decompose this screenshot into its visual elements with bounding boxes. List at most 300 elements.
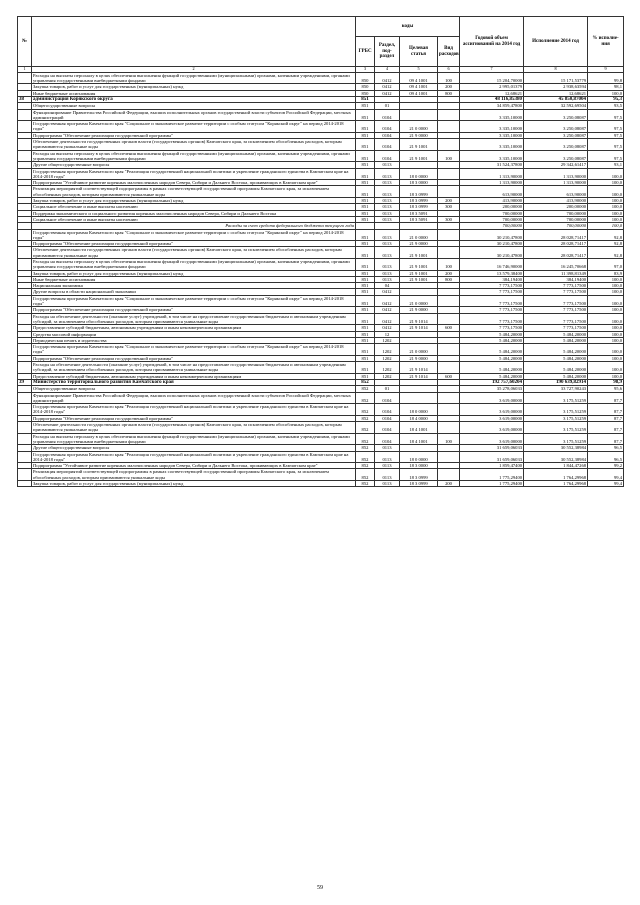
row-razdel: 0113 [375, 276, 400, 282]
row-description: Другие общегосударственные вопросы [32, 162, 356, 168]
row-percent: 87,7 [588, 392, 624, 404]
table-row [18, 404, 624, 416]
row-description: Национальная экономика [32, 283, 356, 289]
row-annual-amount: 7 773,17500 [460, 289, 524, 295]
col-exec-header: Исполнение 2014 год [524, 17, 588, 67]
row-target-article: 21 9 1001 [400, 247, 438, 259]
row-expense-type [438, 344, 460, 356]
row-percent: 99,4 [588, 480, 624, 486]
row-grbs: 850 [356, 84, 375, 90]
row-execution-amount: 30 552,38984 [524, 451, 588, 463]
row-razdel: 0113 [375, 445, 400, 451]
row-target-article: 18 3 5091 [400, 210, 438, 216]
row-annual-amount: 30 210,47800 [460, 229, 524, 241]
row-description: Общегосударственные вопросы [32, 386, 356, 392]
row-number [18, 72, 32, 84]
row-execution-amount: 1 764,29968 [524, 480, 588, 486]
row-expense-type [438, 247, 460, 259]
row-grbs: 851 [356, 373, 375, 379]
row-grbs: 851 [356, 331, 375, 337]
row-target-article: 21 9 0000 [400, 307, 438, 313]
row-expense-type: 200 [438, 270, 460, 276]
row-execution-amount: 5 484,20000 [524, 373, 588, 379]
row-execution-amount: 33 727,90243 [524, 386, 588, 392]
table-row [18, 121, 624, 133]
row-execution-amount: 11 398,81349 [524, 270, 588, 276]
row-percent: 100,0 [588, 313, 624, 325]
row-description: Подпрограмма "Обеспечение реализации государственной программы" [32, 415, 356, 421]
row-razdel: 0113 [375, 241, 400, 247]
row-razdel: 01 [375, 386, 400, 392]
row-expense-type [438, 313, 460, 325]
row-percent: 97,5 [588, 121, 624, 133]
row-grbs: 852 [356, 415, 375, 421]
row-razdel: 0104 [375, 404, 400, 416]
row-target-article: 09 4 1001 [400, 90, 438, 96]
row-description: Расходы на выплаты персоналу в целях обеспечения выполнения функций государственными (муниципальными) органами, казенными учреждениями, органами управления государственными внебюджетными фондами [32, 150, 356, 162]
row-grbs: 852 [356, 463, 375, 469]
row-number [18, 451, 32, 463]
row-razdel: 0104 [375, 150, 400, 162]
row-target-article: 18 3 0999 [400, 204, 438, 210]
row-target-article [400, 109, 438, 121]
row-description: Предоставление субсидий бюджетным, автономным учреждениям и иным некоммерческим организациям [32, 373, 356, 379]
row-grbs: 851 [356, 270, 375, 276]
row-description: Подпрограмма "Устойчивое развитие коренных малочисленных народов Севера, Сибири и Дальнего Востока, проживающих в Камчатском крае" [32, 180, 356, 186]
row-description: Расходы на выплаты персоналу в целях обеспечения выполнения функций государственными (муниципальными) органами, казенными учреждениями, органами управления государственными внебюджетными фондами [32, 72, 356, 84]
row-execution-amount: 29 342,61417 [524, 162, 588, 168]
row-expense-type [438, 109, 460, 121]
table-row [18, 362, 624, 374]
row-expense-type [438, 451, 460, 463]
row-razdel: 0113 [375, 180, 400, 186]
row-expense-type: 100 [438, 150, 460, 162]
row-percent: 100,0 [588, 216, 624, 222]
row-execution-amount: 7 773,17500 [524, 313, 588, 325]
row-number [18, 313, 32, 325]
col-codes-header: коды [356, 17, 460, 37]
index-cell: 5 [400, 67, 438, 73]
row-target-article: 18 0 0000 [400, 451, 438, 463]
row-grbs: 852 [356, 433, 375, 445]
row-number [18, 392, 32, 404]
row-razdel: 0104 [375, 433, 400, 445]
row-description: Расходы за счет средств федерального бюджета текущего года [32, 223, 356, 229]
row-target-article: 18 3 0999 [400, 469, 438, 481]
row-number [18, 295, 32, 307]
index-cell: 8 [524, 67, 588, 73]
row-target-article: 21 0 0000 [400, 229, 438, 241]
row-grbs: 852 [356, 480, 375, 486]
row-number [18, 480, 32, 486]
row-annual-amount: 384,19400 [460, 276, 524, 282]
row-grbs: 851 [356, 162, 375, 168]
row-number [18, 433, 32, 445]
row-percent: 95,3 [588, 96, 624, 102]
row-expense-type [438, 295, 460, 307]
row-grbs: 851 [356, 186, 375, 198]
row-execution-amount: 700,00000 [524, 223, 588, 229]
row-grbs: 851 [356, 150, 375, 162]
row-target-article: 18 3 0999 [400, 198, 438, 204]
row-execution-amount: 3 175,51259 [524, 392, 588, 404]
row-grbs: 852 [356, 386, 375, 392]
row-target-article: 21 0 0000 [400, 344, 438, 356]
row-grbs: 852 [356, 392, 375, 404]
row-grbs: 851 [356, 103, 375, 109]
row-razdel: 01 [375, 103, 400, 109]
row-annual-amount: 613,90000 [460, 186, 524, 198]
row-description: Реализация мероприятий соответствующей подпрограммы в рамках соответствующей государственной программы Камчатского края, за исключением обособленных расходов, которым присваиваются уникальные коды [32, 186, 356, 198]
row-annual-amount: 30 210,47800 [460, 241, 524, 247]
row-target-article: 21 9 1014 [400, 313, 438, 325]
row-expense-type: 100 [438, 433, 460, 445]
row-target-article: 21 9 1014 [400, 373, 438, 379]
row-grbs: 852 [356, 445, 375, 451]
row-description: Расходы на выплаты персоналу в целях обеспечения выполнения функций государственными (муниципальными) органами, казенными учреждениями, органами управления государственными внебюджетными фондами [32, 433, 356, 445]
row-description: Средства массовой информации [32, 331, 356, 337]
table-row [18, 229, 624, 241]
row-annual-amount: 5 484,20000 [460, 331, 524, 337]
row-execution-amount: 7 773,17500 [524, 295, 588, 307]
row-percent: 97,0 [588, 259, 624, 271]
row-grbs: 851 [356, 247, 375, 259]
row-grbs: 851 [356, 276, 375, 282]
row-execution-amount: 5 484,20000 [524, 331, 588, 337]
row-number [18, 404, 32, 416]
row-target-article: 18 4 0000 [400, 415, 438, 421]
row-number [18, 469, 32, 481]
row-percent: 100,0 [588, 344, 624, 356]
row-execution-amount: 5 484,20000 [524, 362, 588, 374]
row-execution-amount: 700,00000 [524, 210, 588, 216]
row-razdel: 1202 [375, 344, 400, 356]
row-grbs: 851 [356, 355, 375, 361]
row-number [18, 186, 32, 198]
row-number [18, 150, 32, 162]
row-percent: 100,0 [588, 373, 624, 379]
row-grbs: 851 [356, 241, 375, 247]
row-execution-amount: 1 313,90000 [524, 168, 588, 180]
row-annual-amount: 700,00000 [460, 210, 524, 216]
row-annual-amount: 5 484,20000 [460, 344, 524, 356]
col-annual-header: Годовой объем ассигнований на 2014 год [460, 17, 524, 67]
row-percent: 100,0 [588, 204, 624, 210]
row-number [18, 229, 32, 241]
row-annual-amount: 7 773,17500 [460, 307, 524, 313]
row-target-article: 18 4 1001 [400, 433, 438, 445]
row-target-article: 09 4 1001 [400, 72, 438, 84]
row-razdel: 0412 [375, 313, 400, 325]
row-execution-amount: 12,68621 [524, 90, 588, 96]
row-annual-amount: 15 204,70000 [460, 72, 524, 84]
row-razdel: 0113 [375, 463, 400, 469]
row-annual-amount: 7 773,17500 [460, 325, 524, 331]
row-annual-amount: 31 659,06033 [460, 445, 524, 451]
row-percent: 100,0 [588, 223, 624, 229]
row-grbs: 851 [356, 362, 375, 374]
row-description: Государственная программа Камчатского края "Реализация государственной национальной политики и укрепление гражданского единства в Камчатском крае на 2014-2018 годы" [32, 451, 356, 463]
index-cell: 1 [18, 67, 32, 73]
table-row [18, 422, 624, 434]
row-annual-amount: 31 659,06033 [460, 451, 524, 463]
row-annual-amount: 3 619,00000 [460, 404, 524, 416]
row-grbs: 851 [356, 295, 375, 307]
row-target-article: 18 0 0000 [400, 168, 438, 180]
row-expense-type: 200 [438, 480, 460, 486]
index-cell: 9 [588, 67, 624, 73]
row-annual-amount: 7 773,17500 [460, 313, 524, 325]
row-razdel: 0104 [375, 392, 400, 404]
row-description: Поддержка экономического и социального развития коренных малочисленных народов Севера, Сибири и Дальнего Востока [32, 210, 356, 216]
row-target-article: 09 4 1001 [400, 84, 438, 90]
row-percent: 97,5 [588, 132, 624, 138]
row-grbs: 851 [356, 132, 375, 138]
row-razdel: 0113 [375, 162, 400, 168]
row-execution-amount: 15 171,53779 [524, 72, 588, 84]
row-percent: 96,5 [588, 445, 624, 451]
table-body [18, 72, 624, 486]
budget-table-sheet [17, 16, 623, 487]
table-row [18, 344, 624, 356]
row-target-article: 21 9 1001 [400, 150, 438, 162]
table-row [18, 392, 624, 404]
row-expense-type: 200 [438, 84, 460, 90]
row-grbs: 851 [356, 344, 375, 356]
table-header [18, 17, 624, 73]
row-grbs: 851 [356, 168, 375, 180]
row-number [18, 168, 32, 180]
row-number [18, 422, 32, 434]
row-execution-amount: 413,90000 [524, 198, 588, 204]
col-num-header: № [18, 17, 32, 67]
row-description: Расходы на обеспечение деятельности (оказание услуг) учреждений, в том числе на предоставление государственным бюджетным и автономным учреждениям субсидий, за исключением обособленных расходов, которым присваиваются уникальные коды [32, 362, 356, 374]
row-percent: 100,0 [588, 180, 624, 186]
row-execution-amount: 384,19400 [524, 276, 588, 282]
row-execution-amount: 1 764,29968 [524, 469, 588, 481]
row-execution-amount: 3 250,08087 [524, 132, 588, 138]
row-execution-amount: 190 639,82914 [524, 379, 588, 385]
row-target-article: 21 9 1014 [400, 325, 438, 331]
row-description: Обеспечение деятельности государственных органов власти (государственных органов) Камчатского края, за исключением обособленных расходов, которым присваиваются уникальные коды [32, 422, 356, 434]
row-percent: 95,6 [588, 386, 624, 392]
table-row [18, 295, 624, 307]
row-description: Закупка товаров, работ и услуг для государственных (муниципальных) нужд [32, 270, 356, 276]
row-percent: 100,0 [588, 198, 624, 204]
row-annual-amount: 3 619,00000 [460, 392, 524, 404]
row-percent: 97,5 [588, 139, 624, 151]
row-percent: 100,0 [588, 210, 624, 216]
row-number [18, 139, 32, 151]
index-cell: 6 [438, 67, 460, 73]
row-annual-amount: 192 757,60204 [460, 379, 524, 385]
row-razdel: 0412 [375, 289, 400, 295]
row-description: Государственная программа Камчатского края "Социальное и экономическое развитие территории с особым статусом "Корякский округ" на период 2014-2018 годы" [32, 229, 356, 241]
row-number: 38 [18, 96, 32, 102]
row-expense-type: 300 [438, 204, 460, 210]
row-description: Подпрограмма "Обеспечение реализации государственной программы" [32, 241, 356, 247]
row-percent: 100,0 [588, 325, 624, 331]
index-cell: 4 [375, 67, 400, 73]
row-description: Подпрограмма "Обеспечение реализации государственной программы" [32, 355, 356, 361]
table-row [18, 247, 624, 259]
row-grbs: 851 [356, 216, 375, 222]
row-expense-type [438, 362, 460, 374]
row-number [18, 109, 32, 121]
row-razdel: 0104 [375, 109, 400, 121]
row-annual-amount: 3 335,10000 [460, 109, 524, 121]
row-expense-type: 200 [438, 198, 460, 204]
row-description: Закупка товаров, работ и услуг для государственных (муниципальных) нужд [32, 480, 356, 486]
row-description: Государственная программа Камчатского края "Социальное и экономическое развитие территории с особым статусом "Корякский округ" на период 2014-2018 годы" [32, 295, 356, 307]
table-row [18, 451, 624, 463]
row-annual-amount: 12,68621 [460, 90, 524, 96]
row-grbs: 852 [356, 451, 375, 463]
row-percent: 97,5 [588, 109, 624, 121]
row-annual-amount: 7 773,17500 [460, 283, 524, 289]
row-razdel: 0113 [375, 216, 400, 222]
row-razdel: 0104 [375, 415, 400, 421]
row-target-article: 18 3 5091 [400, 216, 438, 222]
row-percent: 100,0 [588, 186, 624, 198]
row-number [18, 362, 32, 374]
table-row [18, 150, 624, 162]
row-percent: 87,7 [588, 433, 624, 445]
row-description: Реализация мероприятий соответствующей подпрограммы в рамках соответствующей государственной программы Камчатского края, за исключением обособленных расходов, которым присваиваются уникальные коды [32, 469, 356, 481]
row-number [18, 121, 32, 133]
row-grbs: 851 [356, 198, 375, 204]
row-expense-type [438, 121, 460, 133]
index-cell: 2 [32, 67, 356, 73]
row-grbs: 851 [356, 180, 375, 186]
col-vr-header: Вид расходов [438, 37, 460, 67]
row-annual-amount: 1 859,47400 [460, 463, 524, 469]
row-razdel: 0104 [375, 132, 400, 138]
row-annual-amount: 3 619,00000 [460, 415, 524, 421]
row-execution-amount: 3 175,51259 [524, 415, 588, 421]
table-row [18, 259, 624, 271]
row-razdel: 0113 [375, 198, 400, 204]
row-expense-type: 600 [438, 373, 460, 379]
row-execution-amount: 7 773,17500 [524, 289, 588, 295]
row-annual-amount: 1 775,29400 [460, 480, 524, 486]
row-percent: 100,0 [588, 289, 624, 295]
row-execution-amount: 700,00000 [524, 216, 588, 222]
row-execution-amount: 28 028,71417 [524, 247, 588, 259]
row-description: Расходы на обеспечение деятельности (оказание услуг) учреждений, в том числе на предоставление государственным бюджетным и автономным учреждениям субсидий, за исключением обособленных расходов, которым присваиваются уникальные коды [32, 313, 356, 325]
row-target-article: 18 3 0000 [400, 180, 438, 186]
row-percent: 100,0 [588, 307, 624, 313]
row-description: Другие вопросы в области национальной экономики [32, 289, 356, 295]
row-expense-type [438, 186, 460, 198]
row-grbs: 851 [356, 96, 375, 102]
row-percent: 100,0 [588, 355, 624, 361]
col-desc-header [32, 17, 356, 67]
row-percent: 92,8 [588, 229, 624, 241]
row-percent: 92,8 [588, 241, 624, 247]
table-row [18, 139, 624, 151]
row-annual-amount: 16 746,90000 [460, 259, 524, 271]
row-target-article: 21 9 1001 [400, 259, 438, 271]
row-annual-amount: 48 116,85380 [460, 96, 524, 102]
row-percent: 93,1 [588, 162, 624, 168]
row-grbs: 850 [356, 90, 375, 96]
row-percent: 96,5 [588, 451, 624, 463]
row-percent: 99,2 [588, 463, 624, 469]
row-description: Обеспечение деятельности государственных органов власти (государственных органов) Камчатского края, за исключением обособленных расходов, которым присваиваются уникальные коды [32, 247, 356, 259]
row-annual-amount: 5 484,20000 [460, 362, 524, 374]
table-row [18, 433, 624, 445]
row-annual-amount: 413,90000 [460, 198, 524, 204]
row-razdel: 0412 [375, 84, 400, 90]
row-expense-type [438, 422, 460, 434]
row-percent: 93,5 [588, 103, 624, 109]
row-execution-amount: 3 250,08087 [524, 150, 588, 162]
row-razdel: 0412 [375, 325, 400, 331]
row-annual-amount: 5 484,20000 [460, 337, 524, 343]
row-percent: 100,0 [588, 283, 624, 289]
row-expense-type [438, 139, 460, 151]
row-razdel: 0113 [375, 480, 400, 486]
table-row [18, 109, 624, 121]
row-grbs: 851 [356, 337, 375, 343]
row-razdel: 1202 [375, 362, 400, 374]
table-row [18, 480, 624, 486]
row-percent: 100,0 [588, 337, 624, 343]
row-target-article: 18 3 0999 [400, 186, 438, 198]
row-razdel: 1202 [375, 355, 400, 361]
row-expense-type [438, 168, 460, 180]
row-expense-type: 800 [438, 90, 460, 96]
row-percent: 83,9 [588, 270, 624, 276]
row-execution-amount: 3 250,08087 [524, 121, 588, 133]
row-annual-amount: 5 484,20000 [460, 355, 524, 361]
row-annual-amount: 13 579,38400 [460, 270, 524, 276]
row-execution-amount: 7 773,17500 [524, 325, 588, 331]
row-annual-amount: 3 619,00000 [460, 433, 524, 445]
row-percent: 97,5 [588, 150, 624, 162]
row-description: Иные бюджетные ассигнования [32, 276, 356, 282]
row-execution-amount: 28 028,71417 [524, 229, 588, 241]
table-row [18, 72, 624, 84]
row-razdel: 0113 [375, 259, 400, 271]
row-description: Государственная программа Камчатского края "Социальное и экономическое развитие территории с особым статусом "Корякский округ" на период 2014-2018 годы" [32, 121, 356, 133]
row-description: Государственная программа Камчатского края "Реализация государственной национальной политики и укрепление гражданского единства в Камчатском крае на 2014-2018 годы" [32, 168, 356, 180]
row-expense-type: 100 [438, 259, 460, 271]
row-target-article: 18 4 1001 [400, 422, 438, 434]
row-execution-amount: 3 175,51259 [524, 433, 588, 445]
row-grbs: 851 [356, 204, 375, 210]
row-description: Министерство территориального развития Камчатского края [32, 379, 356, 385]
table-row [18, 469, 624, 481]
row-description: Обеспечение деятельности государственных органов власти (государственных органов) Камчатского края, за исключением обособленных расходов, которым присваиваются уникальные коды [32, 139, 356, 151]
row-target-article: 18 0 0000 [400, 404, 438, 416]
row-execution-amount: 16 245,70668 [524, 259, 588, 271]
row-percent: 87,7 [588, 415, 624, 421]
row-razdel: 0113 [375, 229, 400, 241]
row-percent: 100,0 [588, 168, 624, 180]
row-grbs: 850 [356, 72, 375, 84]
row-description: Социальное обеспечение и иные выплаты населению [32, 216, 356, 222]
row-execution-amount: 5 484,20000 [524, 337, 588, 343]
row-description: Закупка товаров, работ и услуг для государственных (муниципальных) нужд [32, 84, 356, 90]
row-target-article: 18 3 0999 [400, 480, 438, 486]
row-razdel: 0113 [375, 204, 400, 210]
row-target-article: 21 9 1014 [400, 362, 438, 374]
row-annual-amount: 700,00000 [460, 223, 524, 229]
row-razdel: 0113 [375, 247, 400, 259]
row-expense-type: 300 [438, 216, 460, 222]
